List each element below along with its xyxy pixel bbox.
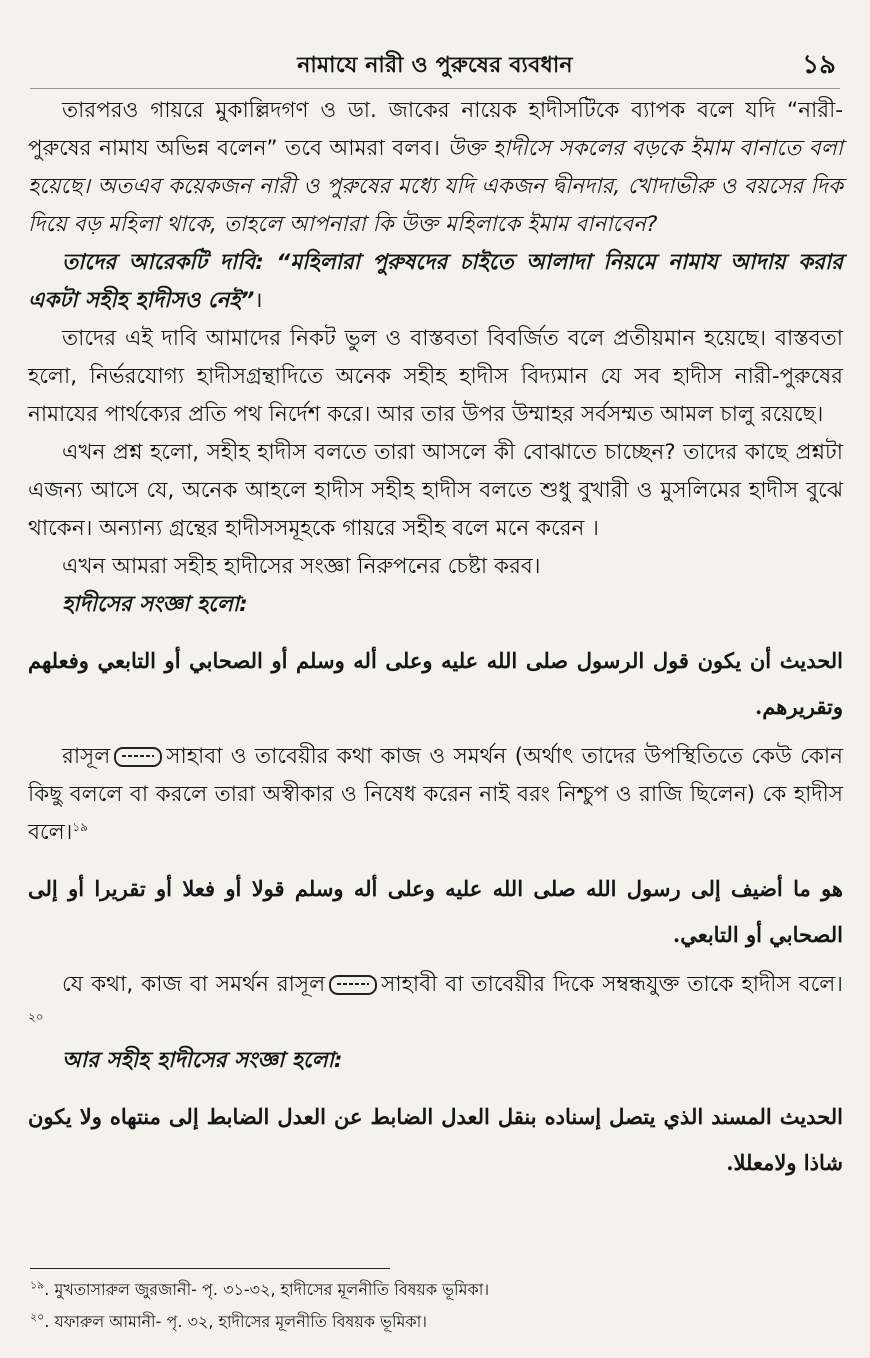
footnote-mark: ১৯ [30, 1278, 45, 1292]
paragraph-7-before: যে কথা, কাজ বা সমর্থন রাসূল [62, 972, 326, 997]
paragraph-1 [28, 92, 843, 244]
salawat-honorific-icon [114, 747, 162, 767]
heading-sahih-definition: আর সহীহ হাদীসের সংজ্ঞা হলো: [62, 1048, 343, 1073]
paragraph-6-after: সাহাবা ও তাবেয়ীর কথা কাজ ও সমর্থন (অর্থাৎ তাদের উপস্থিতিতে কেউ কোন কিছু বললে বা করলে তারা অস্বীকার ও নিষেধ করেন নাই বরং নিশ্চুপ ও রাজি ছিলেন) কে হাদীস বলে। [28, 744, 843, 845]
paragraph-2-claim: তাদের আরেকটি দাবি: “মহিলারা পুরুষদের চাইতে আলাদা নিয়মে নামায আদায় করার একটা সহীহ হাদীসও নেই” [28, 250, 843, 313]
salawat-honorific-icon [329, 975, 377, 995]
footnotes [30, 1274, 830, 1338]
paragraph-1-intro: তারপরও গায়রে মুকাল্লিদগণ ও ডা. জাকের নায়েক হাদীসটিকে ব্যাপক বলে যদি “নারী-পুরুষের নামায অভিন্ন বলেন” তবে আমরা বলব। [28, 98, 843, 161]
header-divider [30, 88, 840, 89]
paragraph-2-tail: । [254, 288, 263, 313]
heading-hadith-definition: হাদীসের সংজ্ঞা হলো: [62, 592, 248, 617]
paragraph-6 [28, 738, 843, 852]
footnote-ref-20: ২০ [28, 1009, 44, 1024]
arabic-sahih-definition: الحديث المسند الذي يتصل إسناده بنقل العدل الضابط عن العدل الضابط إلى منتهاه ولا يكون شاذا ولامعللا. [28, 1104, 843, 1175]
running-header-title: নামাযে নারী ও পুরুষের ব্যবধান [297, 53, 573, 78]
paragraph-4: এখন প্রশ্ন হলো, সহীহ হাদীস বলতে তারা আসলে কী বোঝাতে চাচ্ছেন? তাদের কাছে প্রশ্নটা এজন্য আসে যে, অনেক আহলে হাদীস সহীহ হাদীস বলতে শুধু বুখারী ও মুসলিমের হাদীস বুঝে থাকেন। অন্যান্য গ্রন্থের হাদীসসমূহকে গায়রে সহীহ বলে মনে করেন । [28, 440, 843, 541]
footnote-text: . যফারুল আমানী- পৃ. ৩২, হাদীসের মূলনীতি বিষয়ক ভূমিকা। [44, 1312, 427, 1331]
paragraph-7 [28, 966, 843, 1042]
footnote-20 [30, 1306, 830, 1338]
paragraph-6-before: রাসূল [62, 744, 111, 769]
main-text [28, 92, 843, 1194]
footnote-ref-19: ১৯ [72, 819, 88, 834]
paragraph-7-after: সাহাবী বা তাবেয়ীর দিকে সম্বন্ধযুক্ত তাকে হাদীস বলে। [381, 972, 843, 997]
arabic-hadith-definition-2: هو ما أضيف إلى رسول الله صلى الله عليه وعلى أله وسلم قولا أو فعلا أو تقريرا أو إلى الصحابي أو التابعي. [28, 876, 843, 947]
paragraph-3: তাদের এই দাবি আমাদের নিকট ভুল ও বাস্তবতা বিবর্জিত বলে প্রতীয়মান হয়েছে। বাস্তবতা হলো, নির্ভরযোগ্য হাদীসগ্রন্থাদিতে অনেক সহীহ হাদীস বিদ্যমান যে সব হাদীস নারী-পুরুষের নামাযের পার্থক্যের প্রতি পথ নির্দেশ করে। আর তার উপর উম্মাহর সর্বসম্মত আমল চালু রয়েছে। [28, 326, 843, 427]
paragraph-1-italic: উক্ত হাদীসে সকলের বড়কে ইমাম বানাতে বলা হয়েছে। অতএব কয়েকজন নারী ও পুরুষের মধ্যে যদি একজন দ্বীনদার, খোদাভীরু ও বয়সের দিক দিয়ে বড় মহিলা থাকে, তাহলে আপনারা কি উক্ত মহিলাকে ইমাম বানাবেন? [28, 136, 843, 237]
footnote-divider [30, 1268, 390, 1269]
footnote-mark: ২০ [30, 1310, 45, 1324]
paragraph-2 [28, 244, 843, 320]
footnote-19 [30, 1274, 830, 1306]
paragraph-5: এখন আমরা সহীহ হাদীসের সংজ্ঞা নিরুপনের চেষ্টা করব। [62, 554, 541, 579]
page-number: ১৯ [802, 50, 836, 80]
arabic-hadith-definition: الحديث أن يكون قول الرسول صلى الله عليه وعلى أله وسلم أو الصحابي أو التابعي وفعلهم وتقريرهم. [28, 648, 843, 719]
footnote-text: . মুখতাসারুল জুরজানী- পৃ. ৩১-৩২, হাদীসের মূলনীতি বিষয়ক ভূমিকা। [44, 1280, 490, 1299]
